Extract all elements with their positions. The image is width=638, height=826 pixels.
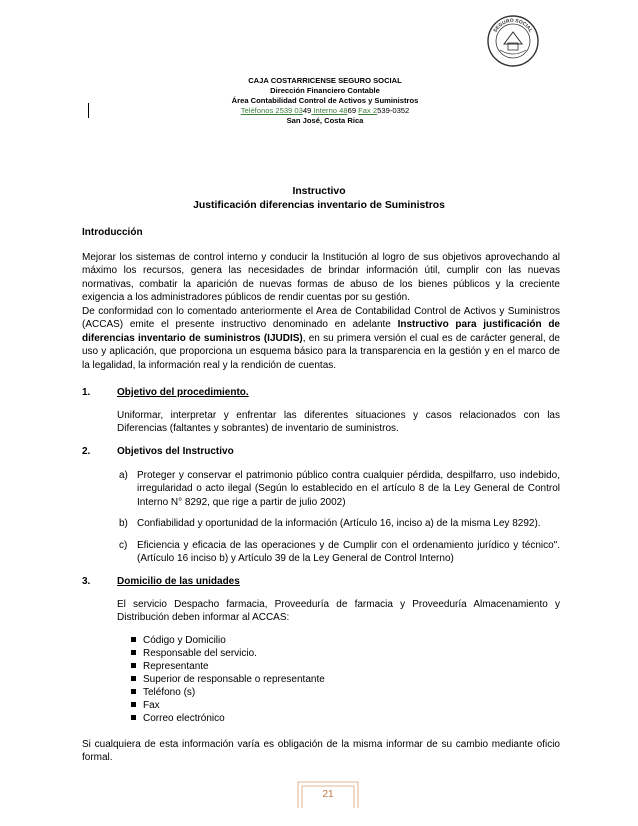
extension-link[interactable]: Interno 48 <box>311 106 348 115</box>
svg-text:SEGURO SOCIAL: SEGURO SOCIAL <box>492 17 534 34</box>
section-1-body: Uniformar, interpretar y enfrentar las diferentes situaciones y casos relacionados con las Diferencias (faltantes y sobrantes) de inventario de suministros. <box>117 410 560 435</box>
bullet-item: Superior de responsable o representante <box>131 673 325 686</box>
doc-subtitle: Justificación diferencias inventario de Suministros <box>193 200 445 211</box>
section-3-closing: Si cualquiera de esta información varía es obligación de la misma informar de su cambio mediante oficio formal. <box>82 739 560 764</box>
intro-paragraph-2: De conformidad con lo comentado anteriormente el Area de Contabilidad Control de Activos y Suministros (ACCAS) emite el presente instructivo denominado en adelante Instructivo para justificación de diferencias inventario de suministros (IJUDIS), en su primera versión el cual es de carácter general, de uso y aplicación, que proporciona un esquema básico para la transparencia en la gestión y en el marco de la legalidad, la información real y la rendición de cuentas. <box>82 306 560 371</box>
intro-paragraph-1: Mejorar los sistemas de control interno y conducir la Institución al logro de sus objetivos aprovechando al máximo los recursos, genera las necesidades de brindar información útil, cumplir con las nuevas normativas, combatir la aparición de nuevas formas de abuso de los bienes públicos y la creciente exigencia a los administradores públicos de rendir cuentas por su gestión. <box>82 252 560 304</box>
bullet-item: Representante <box>131 660 209 673</box>
section-3-body: El servicio Despacho farmacia, Proveeduría de farmacia y Proveeduría Almacenamiento y Distribución deben informar al ACCAS: <box>117 599 560 624</box>
direction-name: Dirección Financiero Contable <box>270 86 380 95</box>
intro-heading: Introducción <box>82 227 143 238</box>
doc-title: Instructivo <box>292 186 346 197</box>
objective-c-text: Eficiencia y eficacia de las operaciones y de Cumplir con el ordenamiento jurídico y técnico". (Artículo 16 inciso b) y Artículo 39 de la Ley General de Control Interno) <box>137 540 560 565</box>
ccss-seal-logo <box>486 14 540 68</box>
text-cursor <box>88 103 89 118</box>
bullet-item: Correo electrónico <box>131 712 225 725</box>
bullet-item: Código y Domicilio <box>131 634 226 647</box>
contact-line: Teléfonos 2539 0349 Interno 4869 Fax 2539-0352 <box>240 106 410 115</box>
objective-a-label: a) <box>119 470 128 481</box>
institution-name: CAJA COSTARRICENSE SEGURO SOCIAL <box>248 76 402 85</box>
bullet-item: Fax <box>131 699 160 712</box>
phone-link[interactable]: Teléfonos 2539 03 <box>240 106 303 115</box>
section-1-number: 1. <box>82 387 91 398</box>
objective-a-text: Proteger y conservar el patrimonio público contra cualquier pérdida, despilfarro, uso indebido, irregularidad o acto ilegal (Según lo establecido en el artículo 8 de la Ley General de Control Interno N° 8292, que rige a partir de julio 2002) <box>137 470 560 508</box>
section-1-heading: Objetivo del procedimiento. <box>117 387 249 398</box>
objective-c-label: c) <box>119 540 128 551</box>
section-2-number: 2. <box>82 446 91 457</box>
section-2-heading: Objetivos del Instructivo <box>117 446 234 457</box>
fax-link[interactable]: Fax 2 <box>358 106 378 115</box>
page-number: 21 <box>322 789 334 800</box>
city-name: San José, Costa Rica <box>286 116 364 125</box>
section-3-number: 3. <box>82 576 91 587</box>
section-3-heading: Domicilio de las unidades <box>117 576 240 587</box>
objective-b-text: Confiabilidad y oportunidad de la información (Artículo 16, inciso a) de la misma Ley 8292). <box>137 518 541 529</box>
bullet-item: Responsable del servicio. <box>131 647 257 660</box>
objective-b-label: b) <box>119 518 128 529</box>
area-name: Área Contabilidad Control de Activos y Suministros <box>231 96 419 105</box>
bullet-item: Teléfono (s) <box>131 686 195 699</box>
